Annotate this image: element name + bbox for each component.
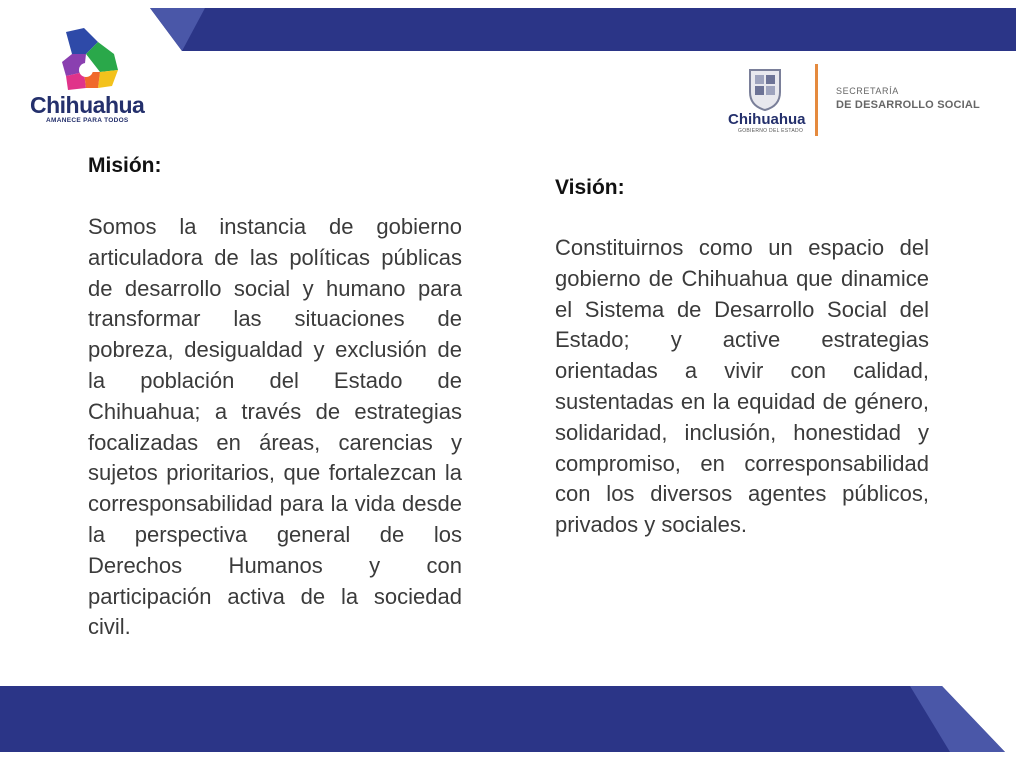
vision-paragraph: Constituirnos como un espacio del gobierno de Chihuahua que dinamice el Sistema de Desarrollo Social del Estado; y active estrategias orientadas a vivir con calidad, sustentadas en la equidad de género, solidaridad, inclusión, honestidad y compromiso, en corresponsabilidad con los diversos agentes públicos, privados y sociales.	[555, 235, 929, 538]
logo-divider	[815, 64, 818, 136]
footer-band	[0, 686, 1024, 768]
government-subtitle: GOBIERNO DEL ESTADO	[738, 128, 804, 134]
brand-name: Chihuahua	[30, 92, 145, 118]
secretaria-name: DE DESARROLLO SOCIAL	[836, 99, 980, 111]
mision-paragraph: Somos la instancia de gobierno articuladora de las políticas públicas de desarrollo social y humano para transformar las situaciones de pobreza, desigualdad y exclusión de la población del Estado de Chihuahua; a través de estrategias focalizadas en áreas, carencias y sujetos prioritarios, que fortalezcan la corresponsabilidad para la vida desde la perspectiva general de los Derechos Humanos y con participación activa de la sociedad civil.	[88, 214, 462, 640]
secretaria-label: SECRETARÍA	[836, 86, 899, 96]
brand-slogan: AMANECE PARA TODOS	[46, 117, 129, 124]
vision-heading: Visión:	[555, 176, 625, 199]
mision-heading: Misión:	[88, 154, 162, 177]
state-seal-icon	[746, 66, 784, 112]
government-name: Chihuahua	[728, 111, 806, 128]
